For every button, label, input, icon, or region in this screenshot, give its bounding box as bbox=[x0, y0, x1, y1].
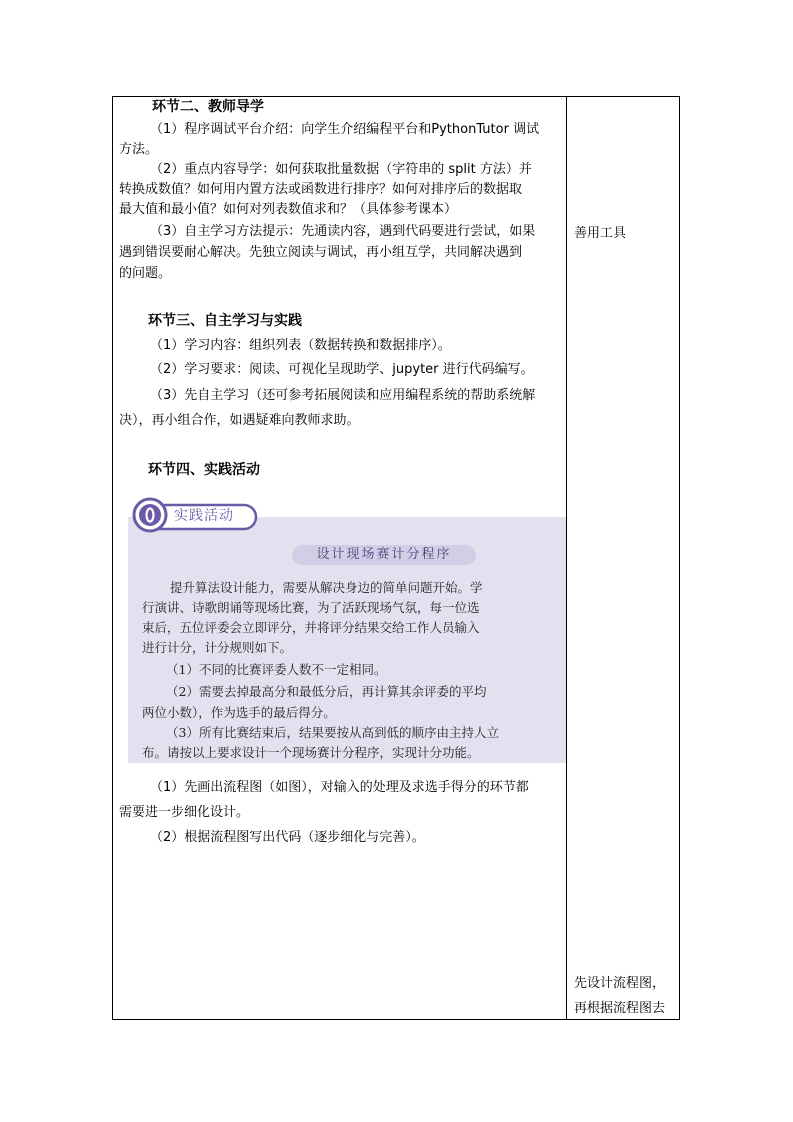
activity-text-line: 束后，五位评委会立即评分，并将评分结果交给工作人员输入 bbox=[142, 620, 480, 635]
activity-text-line: （1）不同的比赛评委人数不一定相同。 bbox=[166, 662, 387, 677]
section3-line: （3）先自主学习（还可参考拓展阅读和应用编程系统的帮助系统解 bbox=[150, 388, 536, 403]
activity-title: 设计现场赛计分程序 bbox=[292, 545, 476, 565]
activity-badge-label: 实践活动 bbox=[174, 508, 234, 524]
section2-heading: 环节二、教师导学 bbox=[152, 99, 264, 115]
activity-text-line: 布。请按以上要求设计一个现场赛计分程序，实现计分功能。 bbox=[142, 745, 480, 760]
activity-text-line: （3）所有比赛结束后，结果要按从高到低的顺序由主持人立 bbox=[166, 725, 499, 740]
section2-line: 遇到错误要耐心解决。先独立阅读与调试，再小组互学，共同解决遇到 bbox=[119, 245, 523, 260]
section2-line: 最大值和最小值？如何对列表数值求和？（具体参考课本） bbox=[119, 202, 458, 217]
activity-text-line: 进行计分，计分规则如下。 bbox=[142, 640, 293, 655]
section3-heading: 环节三、自主学习与实践 bbox=[148, 313, 302, 329]
section4-heading: 环节四、实践活动 bbox=[148, 462, 260, 478]
section2-line: 的问题。 bbox=[119, 266, 172, 281]
column-divider bbox=[566, 96, 567, 1020]
section3-line: （2）学习要求：阅读、可视化呈现助学、jupyter 进行代码编写。 bbox=[150, 362, 534, 377]
section2-line: 转换成数值？如何用内置方法或函数进行排序？如何对排序后的数据取 bbox=[119, 182, 523, 197]
procedure-line: （1）先画出流程图（如图），对输入的处理及求选手得分的环节都 bbox=[150, 780, 529, 795]
procedure-line: 需要进一步细化设计。 bbox=[119, 805, 250, 820]
section3-line: 决），再小组合作，如遇疑难向教师求助。 bbox=[119, 413, 360, 428]
side-note-flowchart-line2: 再根据流程图去 bbox=[574, 1001, 666, 1016]
activity-text-line: 提升算法设计能力，需要从解决身边的简单问题开始。学 bbox=[170, 580, 483, 595]
section3-line: （1）学习内容：组织列表（数据转换和数据排序）。 bbox=[150, 338, 451, 353]
section2-line: （1）程序调试平台介绍：向学生介绍编程平台和PythonTutor 调试 bbox=[150, 122, 540, 137]
activity-text-line: 行演讲、诗歌朗诵等现场比赛，为了活跃现场气氛，每一位选 bbox=[142, 600, 480, 615]
activity-text-line: 两位小数），作为选手的最后得分。 bbox=[142, 705, 336, 720]
side-note-flowchart-line1: 先设计流程图， bbox=[574, 976, 666, 991]
activity-box bbox=[128, 497, 566, 765]
section2-line: 方法。 bbox=[119, 142, 159, 157]
activity-text-line: （2）需要去掉最高分和最低分后，再计算其余评委的平均 bbox=[166, 684, 487, 699]
section2-line: （3）自主学习方法提示：先通读内容，遇到代码要进行尝试，如果 bbox=[150, 224, 536, 239]
section2-line: （2）重点内容导学：如何获取批量数据（字符串的 split 方法）并 bbox=[150, 162, 532, 177]
procedure-line: （2）根据流程图写出代码（逐步细化与完善）。 bbox=[150, 830, 425, 845]
side-note-tools: 善用工具 bbox=[574, 226, 627, 241]
